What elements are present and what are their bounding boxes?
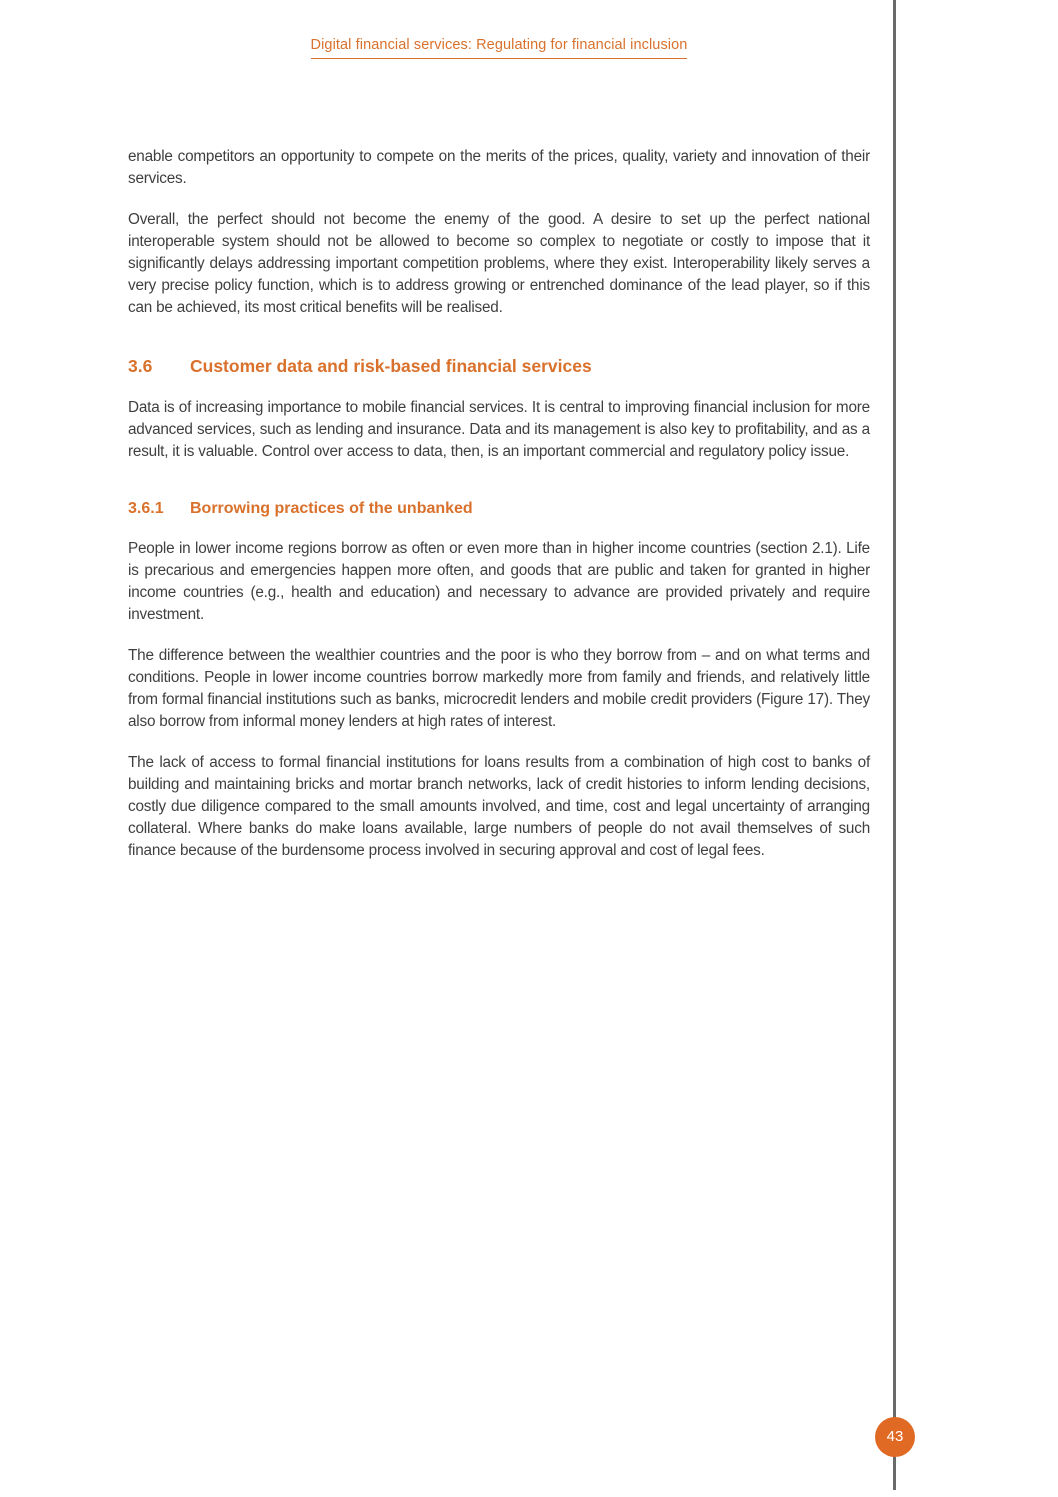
- page-body: [128, 146, 870, 881]
- running-header: [128, 36, 870, 59]
- right-margin-rule: [893, 0, 896, 1490]
- paragraph-difference: The difference between the wealthier countries and the poor is who they borrow from – and on what terms and conditions. People in lower income countries borrow markedly more from family and friends, and relatively little from formal financial institutions such as banks, microcredit lenders and mobile credit providers (Figure 17). They also borrow from informal money lenders at high rates of interest.: [128, 647, 870, 730]
- subsection-title: Borrowing practices of the unbanked: [190, 500, 473, 517]
- section-heading-3-6-1: [128, 500, 870, 518]
- paragraph-intro: enable competitors an opportunity to compete on the merits of the prices, quality, variety and innovation of their services.: [128, 148, 870, 187]
- paragraph-overall: Overall, the perfect should not become the enemy of the good. A desire to set up the perfect national interoperable system should not be allowed to become so complex to negotiate or costly to impose that it significantly delays addressing important competition problems, where they exist. Interoperability likely serves a very precise policy function, which is to address growing or entrenched dominance of the lead player, so if this can be achieved, its most critical benefits will be realised.: [128, 211, 870, 316]
- section-heading-3-6: [128, 356, 870, 377]
- section-number: 3.6: [128, 356, 153, 376]
- paragraph-data: Data is of increasing importance to mobile financial services. It is central to improving financial inclusion for more advanced services, such as lending and insurance. Data and its management is also key to profitability, and as a result, it is valuable. Control over access to data, then, is an important commercial and regulatory policy issue.: [128, 399, 870, 460]
- paragraph-people: People in lower income regions borrow as often or even more than in higher income countries (section 2.1). Life is precarious and emergencies happen more often, and goods that are public and taken for granted in higher income countries (e.g., health and education) and necessary to advance are provided privately and require investment.: [128, 540, 870, 623]
- subsection-number: 3.6.1: [128, 500, 164, 517]
- paragraph-lack: The lack of access to formal financial institutions for loans results from a combination of high cost to banks of building and maintaining bricks and mortar branch networks, lack of credit histories to inform lending decisions, costly due diligence compared to the small amounts involved, and time, cost and legal uncertainty of arranging collateral. Where banks do make loans available, large numbers of people do not avail themselves of such finance because of the burdensome process involved in securing approval and cost of legal fees.: [128, 754, 870, 859]
- page-number-badge: 43: [875, 1417, 915, 1457]
- running-header-title: Digital financial services: Regulating for financial inclusion: [311, 37, 688, 59]
- section-title: Customer data and risk-based financial services: [190, 356, 592, 376]
